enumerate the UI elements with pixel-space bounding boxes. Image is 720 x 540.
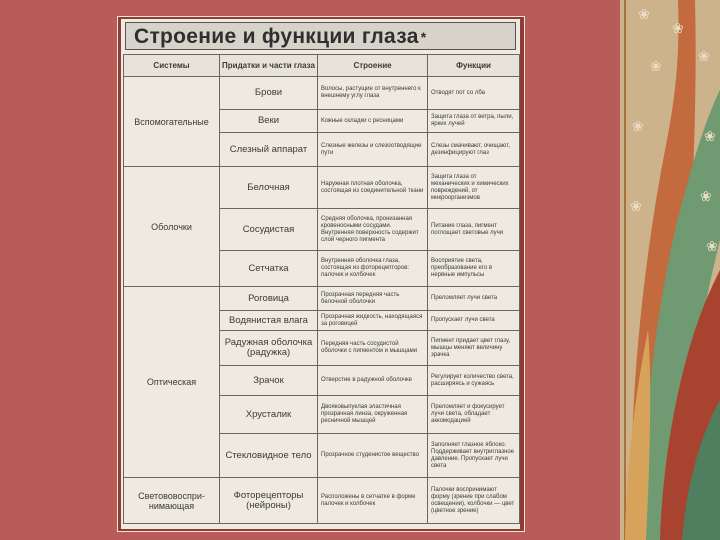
structure-cell: Прозрачная жидкость, находящаяся за роговицей	[318, 311, 428, 331]
structure-cell: Средняя оболочка, пронизанная кровеносными сосудами. Внутренняя поверхность содержит слой черного пигмента	[318, 209, 428, 251]
part-cell: Роговица	[220, 287, 318, 311]
structure-cell: Передняя часть сосудистой оболочки с пигментом и мышцами	[318, 331, 428, 366]
part-cell: Сосудистая	[220, 209, 318, 251]
system-shells: Оболочки	[124, 167, 220, 287]
flower-ornament: ❀	[650, 59, 662, 75]
flower-ornament: ❀	[698, 49, 710, 65]
function-cell: Пигмент придает цвет глазу, мышцы меняют величину зрачка	[428, 331, 520, 366]
structure-cell: Двояковыпуклая эластичная прозрачная линза, окруженная ресничной мышцей	[318, 396, 428, 434]
part-cell: Фоторецепторы (нейроны)	[220, 478, 318, 524]
structure-cell: Наружная плотная оболочка, состоящая из соединительной ткани	[318, 167, 428, 209]
function-cell: Защита глаза от механических и химических повреждений, от микроорганизмов	[428, 167, 520, 209]
table-row	[124, 287, 520, 311]
part-cell: Водянистая влага	[220, 311, 318, 331]
flower-ornament: ❀	[706, 239, 718, 255]
table-row	[124, 77, 520, 110]
function-cell: Питание глаза, пигмент поглощает световые лучи	[428, 209, 520, 251]
document-title-text: Строение и функции глаза	[134, 25, 419, 48]
function-cell: Заполняет глазное яблоко. Поддерживает внутриглазное давление. Пропускает лучи света	[428, 434, 520, 478]
part-cell: Хрусталик	[220, 396, 318, 434]
part-cell: Слезный аппарат	[220, 133, 318, 167]
structure-cell: Отверстие в радужной оболочке	[318, 366, 428, 396]
function-cell: Восприятие света, преобразование его в нервные импульсы	[428, 251, 520, 287]
structure-cell: Расположены в сетчатке в форме палочек и колбочек	[318, 478, 428, 524]
structure-cell: Внутренняя оболочка глаза, состоящая из фоторецепторов: палочек и колбочек	[318, 251, 428, 287]
part-cell: Белочная	[220, 167, 318, 209]
part-cell: Радужная оболочка (радужка)	[220, 331, 318, 366]
flower-ornament: ❀	[638, 7, 650, 23]
part-cell: Стекловидное тело	[220, 434, 318, 478]
column-header-structure: Строение	[318, 55, 428, 77]
function-cell: Палочки воспринимают форму (зрение при слабом освещении), колбочки — цвет (цветное зрение)	[428, 478, 520, 524]
column-header-parts: Придатки и части глаза	[220, 55, 318, 77]
table-header-row	[124, 55, 520, 77]
part-cell: Веки	[220, 110, 318, 133]
eye-structure-table	[123, 54, 520, 524]
column-header-functions: Функции	[428, 55, 520, 77]
system-optical: Оптическая	[124, 287, 220, 478]
document-title	[125, 22, 516, 50]
decorative-leaf-shapes	[620, 0, 720, 540]
flower-ornament: ❀	[672, 21, 684, 37]
table-row	[124, 167, 520, 209]
function-cell: Слезы смачивают, очищают, дезинфицируют глаз	[428, 133, 520, 167]
structure-cell: Слезные железы и слезоотводящие пути	[318, 133, 428, 167]
structure-cell: Прозрачное студенистое вещество	[318, 434, 428, 478]
function-cell: Преломляет и фокусирует лучи света, обладает аккомодацией	[428, 396, 520, 434]
flower-ornament: ❀	[632, 119, 644, 135]
function-cell: Регулирует количество света, расширяясь и сужаясь	[428, 366, 520, 396]
structure-cell: Прозрачная передняя часть белочной оболочки	[318, 287, 428, 311]
function-cell: Преломляет лучи света	[428, 287, 520, 311]
decorative-side-panel	[620, 0, 720, 540]
title-asterisk: *	[420, 29, 427, 45]
part-cell: Сетчатка	[220, 251, 318, 287]
function-cell: Защита глаза от ветра, пыли, ярких лучей	[428, 110, 520, 133]
flower-ornament: ❀	[704, 129, 716, 145]
structure-cell: Кожные складки с ресницами	[318, 110, 428, 133]
flower-ornament: ❀	[630, 199, 642, 215]
system-light-perception: Светововоспри-нимающая	[124, 478, 220, 524]
system-auxiliary: Вспомогательные	[124, 77, 220, 167]
table-row	[124, 478, 520, 524]
flower-ornament: ❀	[700, 189, 712, 205]
part-cell: Зрачок	[220, 366, 318, 396]
scanned-document	[121, 19, 520, 529]
function-cell: Отводят пот со лба	[428, 77, 520, 110]
column-header-systems: Системы	[124, 55, 220, 77]
function-cell: Пропускает лучи света	[428, 311, 520, 331]
part-cell: Брови	[220, 77, 318, 110]
structure-cell: Волосы, растущие от внутреннего к внешнему углу глаза	[318, 77, 428, 110]
